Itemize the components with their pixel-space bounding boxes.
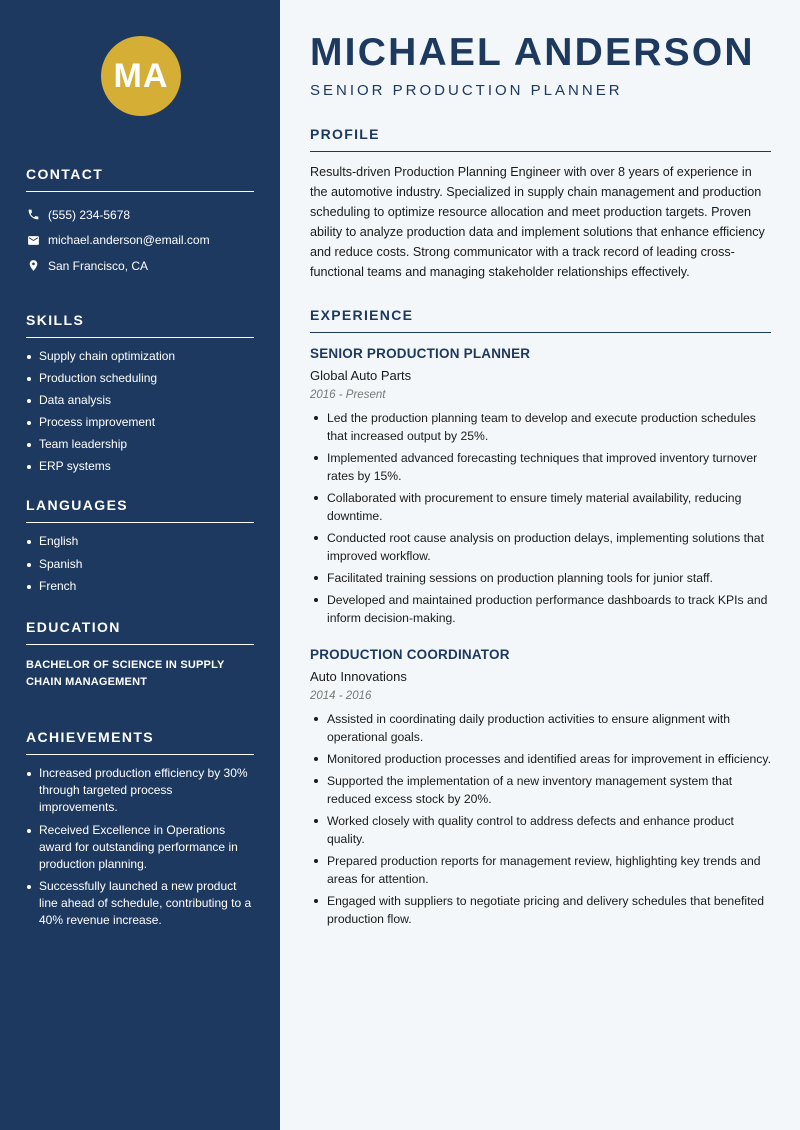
contact-location bbox=[26, 253, 254, 279]
contact-email bbox=[26, 228, 254, 254]
skill-item: Team leadership bbox=[26, 436, 254, 454]
candidate-name: MICHAEL ANDERSON bbox=[310, 31, 755, 74]
job-dates: 2014 - 2016 bbox=[310, 690, 372, 702]
job-bullet: Facilitated training sessions on production planning tools for junior staff. bbox=[310, 569, 771, 587]
job-bullet: Engaged with suppliers to negotiate pricing and delivery schedules that benefited production flow. bbox=[310, 892, 771, 928]
skills-section bbox=[26, 312, 254, 476]
education-section bbox=[26, 619, 254, 691]
skill-item: Supply chain optimization bbox=[26, 348, 254, 366]
avatar-initials: MA bbox=[113, 56, 169, 95]
contact-heading: CONTACT bbox=[26, 166, 254, 192]
job-bullet: Collaborated with procurement to ensure timely material availability, reducing downtime. bbox=[310, 489, 771, 525]
profile-text: Results-driven Production Planning Engineer with over 8 years of experience in the automotive industry. Specialized in supply chain management and production scheduling to optimize resource allocation and meet production targets. Proven ability to analyze production data and implement solutions that enhance efficiency and reduce costs. Strong communicator with a track record of leading cross-functional teams and managing stakeholder relationships effectively. bbox=[310, 165, 765, 279]
languages-heading: LANGUAGES bbox=[26, 497, 254, 523]
achievements-section bbox=[26, 729, 254, 929]
language-item: Spanish bbox=[26, 556, 254, 574]
email-text[interactable]: michael.anderson@email.com bbox=[48, 233, 210, 248]
achievement-item: Received Excellence in Operations award for outstanding performance in production planning. bbox=[26, 822, 254, 873]
phone-icon bbox=[26, 208, 40, 222]
sidebar bbox=[0, 0, 280, 1130]
languages-list bbox=[26, 533, 254, 595]
job-bullet: Led the production planning team to develop and execute production schedules that increased output by 25%. bbox=[310, 409, 771, 445]
job-bullets bbox=[310, 409, 771, 627]
location-pin-icon bbox=[26, 259, 40, 273]
skill-item: Data analysis bbox=[26, 392, 254, 410]
job-dates: 2016 - Present bbox=[310, 389, 386, 401]
job-bullet: Implemented advanced forecasting techniques that improved inventory turnover rates by 15%. bbox=[310, 449, 771, 485]
job-title: PRODUCTION COORDINATOR bbox=[310, 647, 510, 662]
profile-heading: PROFILE bbox=[310, 126, 771, 152]
job-bullet: Assisted in coordinating daily production activities to ensure alignment with operational goals. bbox=[310, 710, 771, 746]
experience-heading: EXPERIENCE bbox=[310, 307, 771, 333]
job-entry bbox=[310, 647, 771, 928]
skill-item: Production scheduling bbox=[26, 370, 254, 388]
company-name: Auto Innovations bbox=[310, 669, 407, 684]
job-bullet: Worked closely with quality control to address defects and enhance product quality. bbox=[310, 812, 771, 848]
achievements-heading: ACHIEVEMENTS bbox=[26, 729, 254, 755]
avatar bbox=[101, 36, 181, 116]
experience-section bbox=[310, 307, 771, 928]
job-title: SENIOR PRODUCTION PLANNER bbox=[310, 346, 531, 361]
education-heading: EDUCATION bbox=[26, 619, 254, 645]
language-item: French bbox=[26, 578, 254, 596]
profile-section bbox=[310, 126, 771, 282]
skills-list bbox=[26, 348, 254, 476]
job-bullet: Supported the implementation of a new inventory management system that reduced excess stock by 20%. bbox=[310, 772, 771, 808]
education-degree: BACHELOR OF SCIENCE IN SUPPLY CHAIN MANAGEMENT bbox=[26, 659, 225, 689]
main-content bbox=[280, 0, 800, 1130]
contact-section bbox=[26, 166, 254, 279]
achievement-item: Successfully launched a new product line ahead of schedule, contributing to a 40% revenue increase. bbox=[26, 878, 254, 929]
skill-item: Process improvement bbox=[26, 414, 254, 432]
contact-phone bbox=[26, 202, 254, 228]
company-name: Global Auto Parts bbox=[310, 368, 412, 383]
achievement-item: Increased production efficiency by 30% through targeted process improvements. bbox=[26, 765, 254, 816]
email-icon bbox=[26, 233, 40, 247]
job-entry bbox=[310, 346, 771, 627]
job-bullet: Developed and maintained production performance dashboards to track KPIs and inform decision-making. bbox=[310, 591, 771, 627]
candidate-title: SENIOR PRODUCTION PLANNER bbox=[310, 82, 623, 99]
phone-text[interactable]: (555) 234-5678 bbox=[48, 207, 131, 222]
skills-heading: SKILLS bbox=[26, 312, 254, 338]
achievements-list bbox=[26, 765, 254, 929]
job-bullet: Prepared production reports for management review, highlighting key trends and areas for attention. bbox=[310, 852, 771, 888]
language-item: English bbox=[26, 533, 254, 551]
location-text: San Francisco, CA bbox=[48, 258, 149, 273]
skill-item: ERP systems bbox=[26, 458, 254, 476]
languages-section bbox=[26, 497, 254, 595]
job-bullet: Conducted root cause analysis on production delays, implementing solutions that improved workflow. bbox=[310, 529, 771, 565]
job-bullet: Monitored production processes and identified areas for improvement in efficiency. bbox=[310, 750, 771, 768]
job-bullets bbox=[310, 710, 771, 928]
